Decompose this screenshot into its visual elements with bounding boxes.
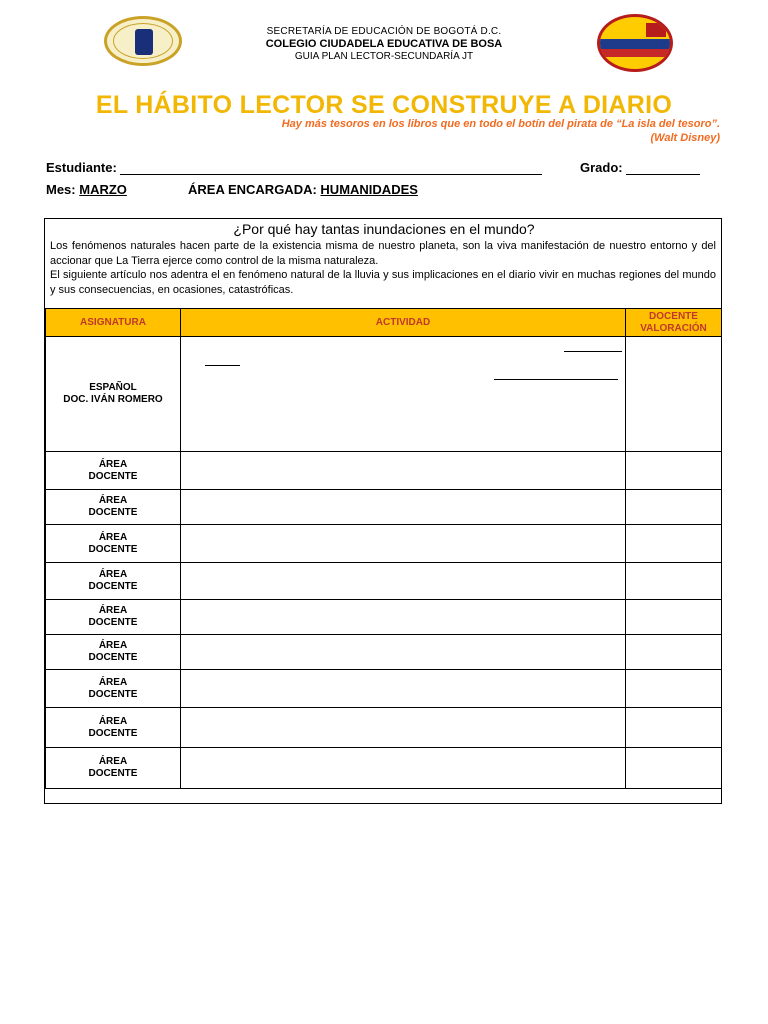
area-cell [46, 600, 181, 635]
grade-label: Grado: [580, 160, 623, 175]
table-row [46, 563, 722, 600]
area-cell [46, 490, 181, 525]
docente-label: DOCENTE [88, 543, 138, 555]
subject-name: ESPAÑOL [89, 382, 137, 393]
activity-cell[interactable] [181, 563, 626, 600]
month-field [46, 182, 127, 197]
page-title: EL HÁBITO LECTOR SE CONSTRUYE A DIARIO [95, 91, 673, 119]
area-label: ÁREA ENCARGADA: [188, 182, 317, 197]
area-cell [46, 563, 181, 600]
header-docente-valoracion: DOCENTE VALORACIÓN [626, 309, 722, 337]
activity-blank-line [564, 351, 622, 352]
area-cell [46, 708, 181, 748]
table-row [46, 635, 722, 670]
area-value: HUMANIDADES [320, 182, 418, 197]
activity-cell[interactable] [181, 670, 626, 708]
docente-label: DOCENTE [88, 688, 138, 700]
area-cell [46, 748, 181, 789]
table-row [46, 337, 722, 452]
article-question: ¿Por qué hay tantas inundaciones en el mundo? [233, 221, 535, 237]
activity-cell[interactable] [181, 452, 626, 490]
docente-label: DOCENTE [88, 617, 138, 628]
area-label: ÁREA [98, 569, 128, 580]
header-school-name: COLEGIO CIUDADELA EDUCATIVA DE BOSA [265, 38, 503, 50]
grade-cell[interactable] [626, 600, 722, 635]
activity-cell[interactable] [181, 525, 626, 563]
area-cell [46, 525, 181, 563]
area-label: ÁREA [98, 676, 128, 688]
intro-paragraph-2: El siguiente artículo nos adentra el en fenómeno natural de la lluvia y sus implicaciones en el diario vivir en muchas regiones del mundo y sus consecuencias, en ocasiones, catastróficas. [50, 269, 716, 296]
grade-cell[interactable] [626, 452, 722, 490]
grade-blank[interactable] [626, 162, 700, 175]
subject-cell [46, 337, 181, 452]
activity-blank-line [494, 379, 618, 380]
docente-label: DOCENTE [88, 507, 138, 518]
area-label: ÁREA [98, 495, 128, 506]
activity-cell[interactable] [181, 490, 626, 525]
area-cell [46, 452, 181, 490]
table-row [46, 600, 722, 635]
student-field[interactable] [46, 160, 542, 175]
student-blank[interactable] [120, 162, 542, 175]
table-row [46, 452, 722, 490]
activity-cell[interactable] [181, 635, 626, 670]
header-asignatura: ASIGNATURA [46, 309, 181, 337]
activity-cell[interactable] [181, 748, 626, 789]
month-label: Mes: [46, 182, 76, 197]
docente-label: DOCENTE [88, 581, 138, 592]
grade-cell[interactable] [626, 337, 722, 452]
area-field [188, 182, 418, 197]
header-actividad: ACTIVIDAD [181, 309, 626, 337]
student-label: Estudiante: [46, 160, 117, 175]
bottom-rule [44, 803, 722, 804]
quote-author: (Walt Disney) [650, 132, 720, 144]
area-label: ÁREA [98, 715, 128, 727]
docente-label: DOCENTE [88, 727, 138, 739]
activity-table [45, 308, 722, 789]
header-secretaria: SECRETARÍA DE EDUCACIÓN DE BOGOTÁ D.C. [266, 26, 502, 37]
article-intro [50, 239, 716, 297]
table-row [46, 525, 722, 563]
header-guide-name: GUIA PLAN LECTOR-SECUNDARÍA JT [294, 51, 474, 62]
grade-cell[interactable] [626, 748, 722, 789]
grade-cell[interactable] [626, 525, 722, 563]
area-label: ÁREA [98, 531, 128, 543]
activity-cell[interactable] [181, 337, 626, 452]
area-label: ÁREA [98, 605, 128, 616]
activity-cell[interactable] [181, 708, 626, 748]
grade-cell[interactable] [626, 563, 722, 600]
table-header-row [46, 309, 722, 337]
table-row [46, 670, 722, 708]
activity-blank-line [205, 365, 240, 366]
area-label: ÁREA [98, 458, 128, 470]
area-label: ÁREA [98, 640, 128, 651]
intro-paragraph-1: Los fenómenos naturales hacen parte de la existencia misma de nuestro planeta, son la viva manifestación de nuestro entorno y del accionar que La Tierra ejerce como control de la misma naturaleza. [50, 240, 716, 267]
grade-field[interactable] [580, 160, 700, 175]
subject-teacher: DOC. IVÁN ROMERO [63, 394, 163, 405]
activity-cell[interactable] [181, 600, 626, 635]
grade-cell[interactable] [626, 708, 722, 748]
table-row [46, 708, 722, 748]
table-row [46, 748, 722, 789]
area-label: ÁREA [98, 756, 128, 767]
grade-cell[interactable] [626, 670, 722, 708]
month-value: MARZO [79, 182, 127, 197]
docente-label: DOCENTE [88, 470, 138, 482]
area-cell [46, 635, 181, 670]
grade-cell[interactable] [626, 635, 722, 670]
docente-label: DOCENTE [88, 652, 138, 663]
grade-cell[interactable] [626, 490, 722, 525]
docente-label: DOCENTE [88, 768, 138, 779]
quote-text: Hay más tesoros en los libros que en todo el botín del pirata de “La isla del tesoro”. [281, 118, 720, 130]
area-cell [46, 670, 181, 708]
table-row [46, 490, 722, 525]
